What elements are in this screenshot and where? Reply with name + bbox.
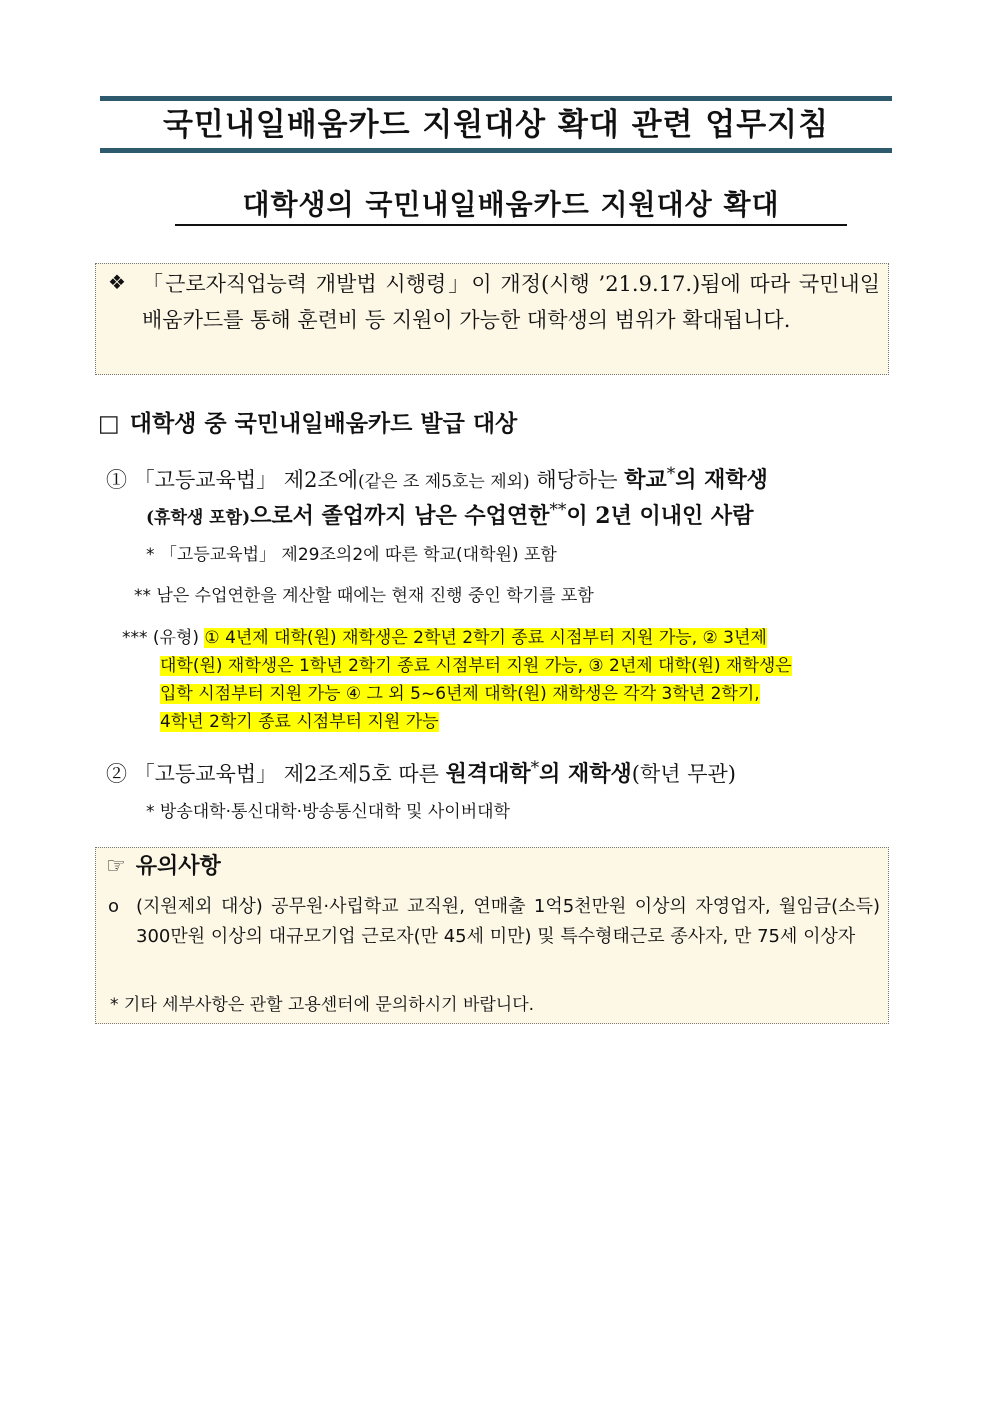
note-3-line-3: 입학 시점부터 지원 가능 ④ 그 외 5~6년제 대학(원) 재학생은 각각 3학년 2학기, xyxy=(160,684,760,704)
pointing-hand-icon: ☞ xyxy=(106,854,126,879)
note-3-line-4: 4학년 2학기 종료 시점부터 지원 가능 xyxy=(160,712,439,732)
summary-box xyxy=(95,263,889,375)
diamond-bullet-icon: ❖ xyxy=(108,270,126,294)
circle-bullet-icon: ο xyxy=(108,896,120,917)
summary-text: 「근로자직업능력 개발법 시행령」이 개정(시행 ’21.9.17.)됨에 따라 국민내일배움카드를 통해 훈련비 등 지원이 가능한 대학생의 범위가 확대됩니다. xyxy=(142,272,880,332)
note-1: * 「고등교육법」 제29조의2에 따른 학교(대학원) 포함 xyxy=(146,545,557,565)
note-3-line-1: *** (유형) ① 4년제 대학(원) 재학생은 2학년 2학기 종료 시점부터 지원 가능, ② 3년제 xyxy=(122,628,767,648)
item-1-line-2: (휴학생 포함)으로서 졸업까지 남은 수업연한**이 2년 이내인 사람 xyxy=(146,500,754,529)
note-2: ** 남은 수업연한을 계산할 때에는 현재 진행 중인 학기를 포함 xyxy=(134,586,594,606)
document-title: 국민내일배움카드 지원대상 확대 관련 업무지침 xyxy=(162,107,830,143)
square-bullet-icon: □ xyxy=(98,411,120,437)
note-3-line-2: 대학(원) 재학생은 1학년 2학기 종료 시점부터 지원 가능, ③ 2년제 대학(원) 재학생은 xyxy=(160,656,792,676)
section-heading xyxy=(98,408,517,440)
caution-text: (지원제외 대상) 공무원·사립학교 교직원, 연매출 1억5천만원 이상의 자영업자, 월임금(소득) 300만원 이상의 대규모기업 근로자(만 45세 미만) 및 특수형태근로 종사자, 만 75세 이상자 xyxy=(136,896,880,947)
title-top-rule xyxy=(100,96,892,101)
document-subtitle: 대학생의 국민내일배움카드 지원대상 확대 xyxy=(175,186,847,226)
item-2-line: ② 「고등교육법」 제2조제5호 따른 원격대학*의 재학생(학년 무관) xyxy=(106,758,736,787)
item-2-number: ② xyxy=(106,762,127,786)
caution-footnote: * 기타 세부사항은 관할 고용센터에 문의하시기 바랍니다. xyxy=(110,995,535,1015)
caution-title: 유의사항 xyxy=(135,854,221,879)
item-2-note: * 방송대학·통신대학·방송통신대학 및 사이버대학 xyxy=(146,802,510,822)
item-1-number: ① xyxy=(106,468,127,492)
section-title: 대학생 중 국민내일배움카드 발급 대상 xyxy=(129,411,518,437)
item-1-line-1: ① 「고등교육법」 제2조에(같은 조 제5호는 제외) 해당하는 학교*의 재학생 xyxy=(106,464,768,493)
caution-box xyxy=(95,847,889,1024)
title-bottom-rule xyxy=(100,148,892,153)
caution-heading xyxy=(106,851,221,883)
